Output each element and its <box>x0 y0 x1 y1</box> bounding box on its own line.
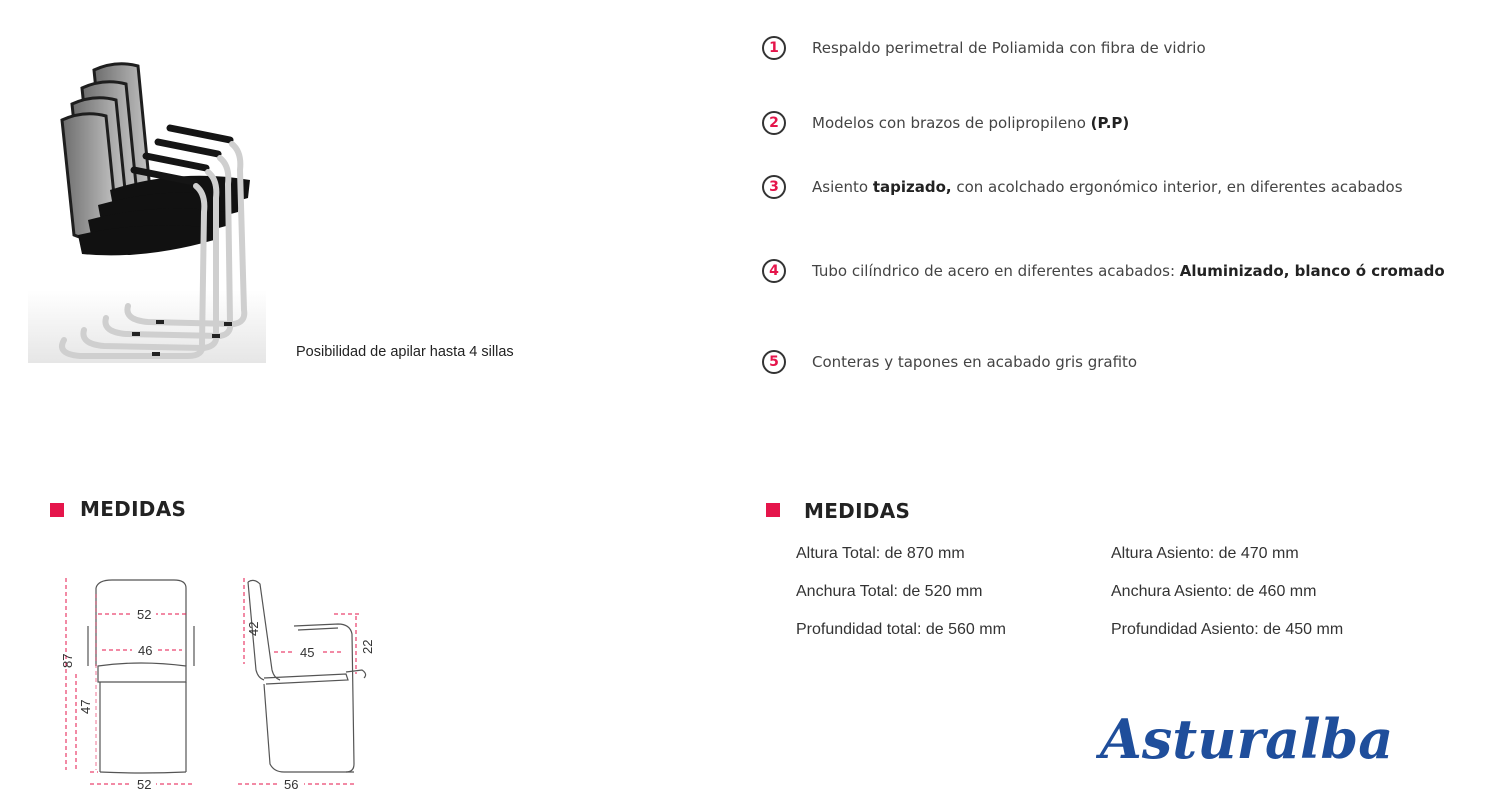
feature-number-badge: 4 <box>762 259 786 283</box>
feature-number-badge: 1 <box>762 36 786 60</box>
feature-item-5 <box>762 350 1456 374</box>
measure-total-width: Anchura Total: de 520 mm <box>796 583 983 600</box>
feature-text <box>812 259 1456 283</box>
feature-text-part: tapizado, <box>872 178 952 196</box>
feature-number-badge: 5 <box>762 350 786 374</box>
feature-text <box>812 175 1456 199</box>
measure-seat-height: Altura Asiento: de 470 mm <box>1111 545 1299 562</box>
feature-item-1 <box>762 36 1456 60</box>
feature-text-part: Modelos con brazos de polipropileno <box>812 114 1091 132</box>
dim-base-width-label: 52 <box>137 777 152 792</box>
dim-base-depth-label: 56 <box>284 777 299 792</box>
dim-back-height-label: 42 <box>246 621 261 636</box>
measure-total-depth: Profundidad total: de 560 mm <box>796 621 1006 638</box>
feature-text <box>812 350 1456 374</box>
dim-seat-depth-label: 45 <box>300 645 315 660</box>
measure-total-height: Altura Total: de 870 mm <box>796 545 965 562</box>
feature-text-part: Conteras y tapones en acabado gris grafito <box>812 353 1138 371</box>
measure-seat-depth: Profundidad Asiento: de 450 mm <box>1111 621 1344 638</box>
feature-text-part: Aluminizado, blanco ó cromado <box>1179 262 1445 280</box>
feature-text <box>812 111 1456 135</box>
feature-text-part: (P.P) <box>1090 114 1130 132</box>
logo-text: Asturalba <box>1100 707 1394 771</box>
asturalba-logo <box>1096 702 1442 772</box>
right-section-heading: MEDIDAS <box>804 499 911 523</box>
stacked-chairs-photo <box>28 40 266 363</box>
feature-item-2 <box>762 111 1456 135</box>
feature-text-part: Respaldo perimetral de Poliamida con fibra de vidrio <box>812 39 1206 57</box>
feature-item-3 <box>762 175 1456 199</box>
section-marker-square <box>50 503 64 517</box>
feature-item-4 <box>762 259 1456 283</box>
feature-text-part: Tubo cilíndrico de acero en diferentes acabados: <box>812 262 1180 280</box>
section-marker-square <box>766 503 780 517</box>
left-section-heading: MEDIDAS <box>80 497 187 521</box>
dim-seat-width-label: 46 <box>138 643 153 658</box>
feature-number-badge: 2 <box>762 111 786 135</box>
feature-number-badge: 3 <box>762 175 786 199</box>
feature-text-part: con acolchado ergonómico interior, en diferentes acabados <box>951 178 1403 196</box>
dim-total-height-label: 87 <box>60 653 75 668</box>
feature-text-part: Asiento <box>812 178 873 196</box>
dim-back-width-label: 52 <box>137 607 152 622</box>
feature-text <box>812 36 1456 60</box>
measure-seat-width: Anchura Asiento: de 460 mm <box>1111 583 1317 600</box>
dim-arm-height-label: 22 <box>360 639 375 654</box>
dim-seat-height-label: 47 <box>78 699 93 714</box>
stacking-caption: Posibilidad de apilar hasta 4 sillas <box>296 344 514 360</box>
front-view-dimension-diagram <box>58 574 210 792</box>
side-view-dimension-diagram <box>234 574 376 792</box>
